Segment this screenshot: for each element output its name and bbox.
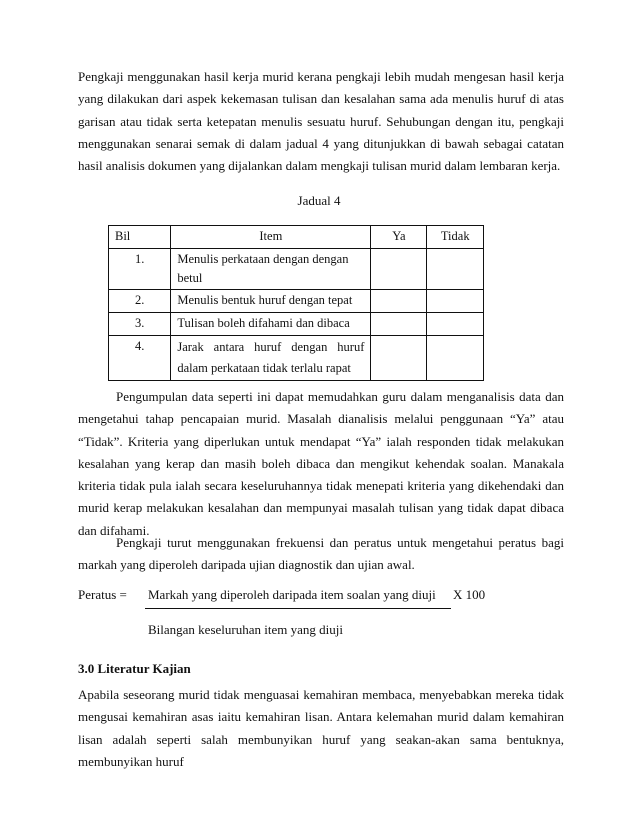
row-ya — [371, 313, 427, 336]
row-ya — [371, 249, 427, 290]
header-ya: Ya — [371, 226, 427, 249]
table-row — [109, 336, 484, 381]
table-row — [109, 313, 484, 336]
paragraph-literature: Apabila seseorang murid tidak menguasai kemahiran membaca, menyebabkan mereka tidak mengusai kemahiran asas iaitu kemahiran lisan. Antara kelemahan murid dalam kemahiran lisan adalah seperti salah membunyikan huruf yang seakan-akan sama bentuknya, membunyikan huruf — [78, 687, 564, 769]
table-row — [109, 290, 484, 313]
row-tidak — [427, 249, 484, 290]
row-item: Menulis perkataan dengan dengan betul — [171, 249, 371, 290]
row-item: Tulisan boleh difahami dan dibaca — [171, 313, 371, 336]
row-item: Jarak antara huruf dengan huruf dalam perkataan tidak terlalu rapat — [171, 336, 371, 381]
checklist-table — [108, 225, 484, 381]
header-tidak: Tidak — [427, 226, 484, 249]
row-number: 2. — [109, 290, 171, 313]
row-tidak — [427, 290, 484, 313]
header-item: Item — [171, 226, 371, 249]
row-ya — [371, 336, 427, 381]
row-number: 1. — [109, 249, 171, 290]
formula-numerator: Markah yang diperoleh daripada item soalan yang diuji — [148, 587, 436, 602]
paragraph-data-collection: Pengumpulan data seperti ini dapat memudahkan guru dalam menganalisis data dan mengetahui tahap pencapaian murid. Masalah dianalisis melalui penggunaan “Ya” atau “Tidak”. Kriteria yang diperlukan untuk mendapat “Ya” ialah responden tidak melakukan kesalahan yang kerap dan masih boleh dibaca dan mengikut kehendak soalan. Manakala kriteria tidak pula ialah secara keseluruhannya tidak menepati kriteria yang dikehendaki dan murid kerap melakukan kesalahan dan mempunyai masalah tulisan yang tidak dapat dibaca dan difahami. — [78, 389, 564, 538]
row-item: Menulis bentuk huruf dengan tepat — [171, 290, 371, 313]
header-bil: Bil — [109, 226, 171, 249]
row-number: 3. — [109, 313, 171, 336]
paragraph-percentage: Pengkaji turut menggunakan frekuensi dan peratus untuk mengetahui peratus bagi markah yang diperoleh daripada ujian diagnostik dan ujian awal. — [78, 535, 564, 573]
row-tidak — [427, 336, 484, 381]
paragraph-method: Pengkaji menggunakan hasil kerja murid kerana pengkaji lebih mudah mengesan hasil kerja yang dilakukan dari aspek kekemasan tulisan dan kesalahan sama ada menulis huruf di atas garisan atau tidak serta ketepatan menulis sesuatu huruf. Sehubungan dengan itu, pengkaji menggunakan senarai semak di dalam jadual 4 yang ditunjukkan di bawah sebagai catatan hasil analisis dokumen yang dijalankan dalam mengkaji tulisan murid dalam lembaran kerja. — [78, 69, 564, 174]
row-ya — [371, 290, 427, 313]
table-caption: Jadual 4 — [297, 193, 341, 208]
table-row — [109, 249, 484, 290]
formula-label: Peratus = — [78, 587, 127, 602]
formula-denominator: Bilangan keseluruhan item yang diuji — [148, 622, 343, 637]
formula-multiplier: X 100 — [453, 587, 486, 602]
section-heading: 3.0 Literatur Kajian — [78, 661, 191, 676]
row-tidak — [427, 313, 484, 336]
row-number: 4. — [109, 336, 171, 381]
fraction-line — [145, 608, 451, 609]
table-header-row — [109, 226, 484, 249]
